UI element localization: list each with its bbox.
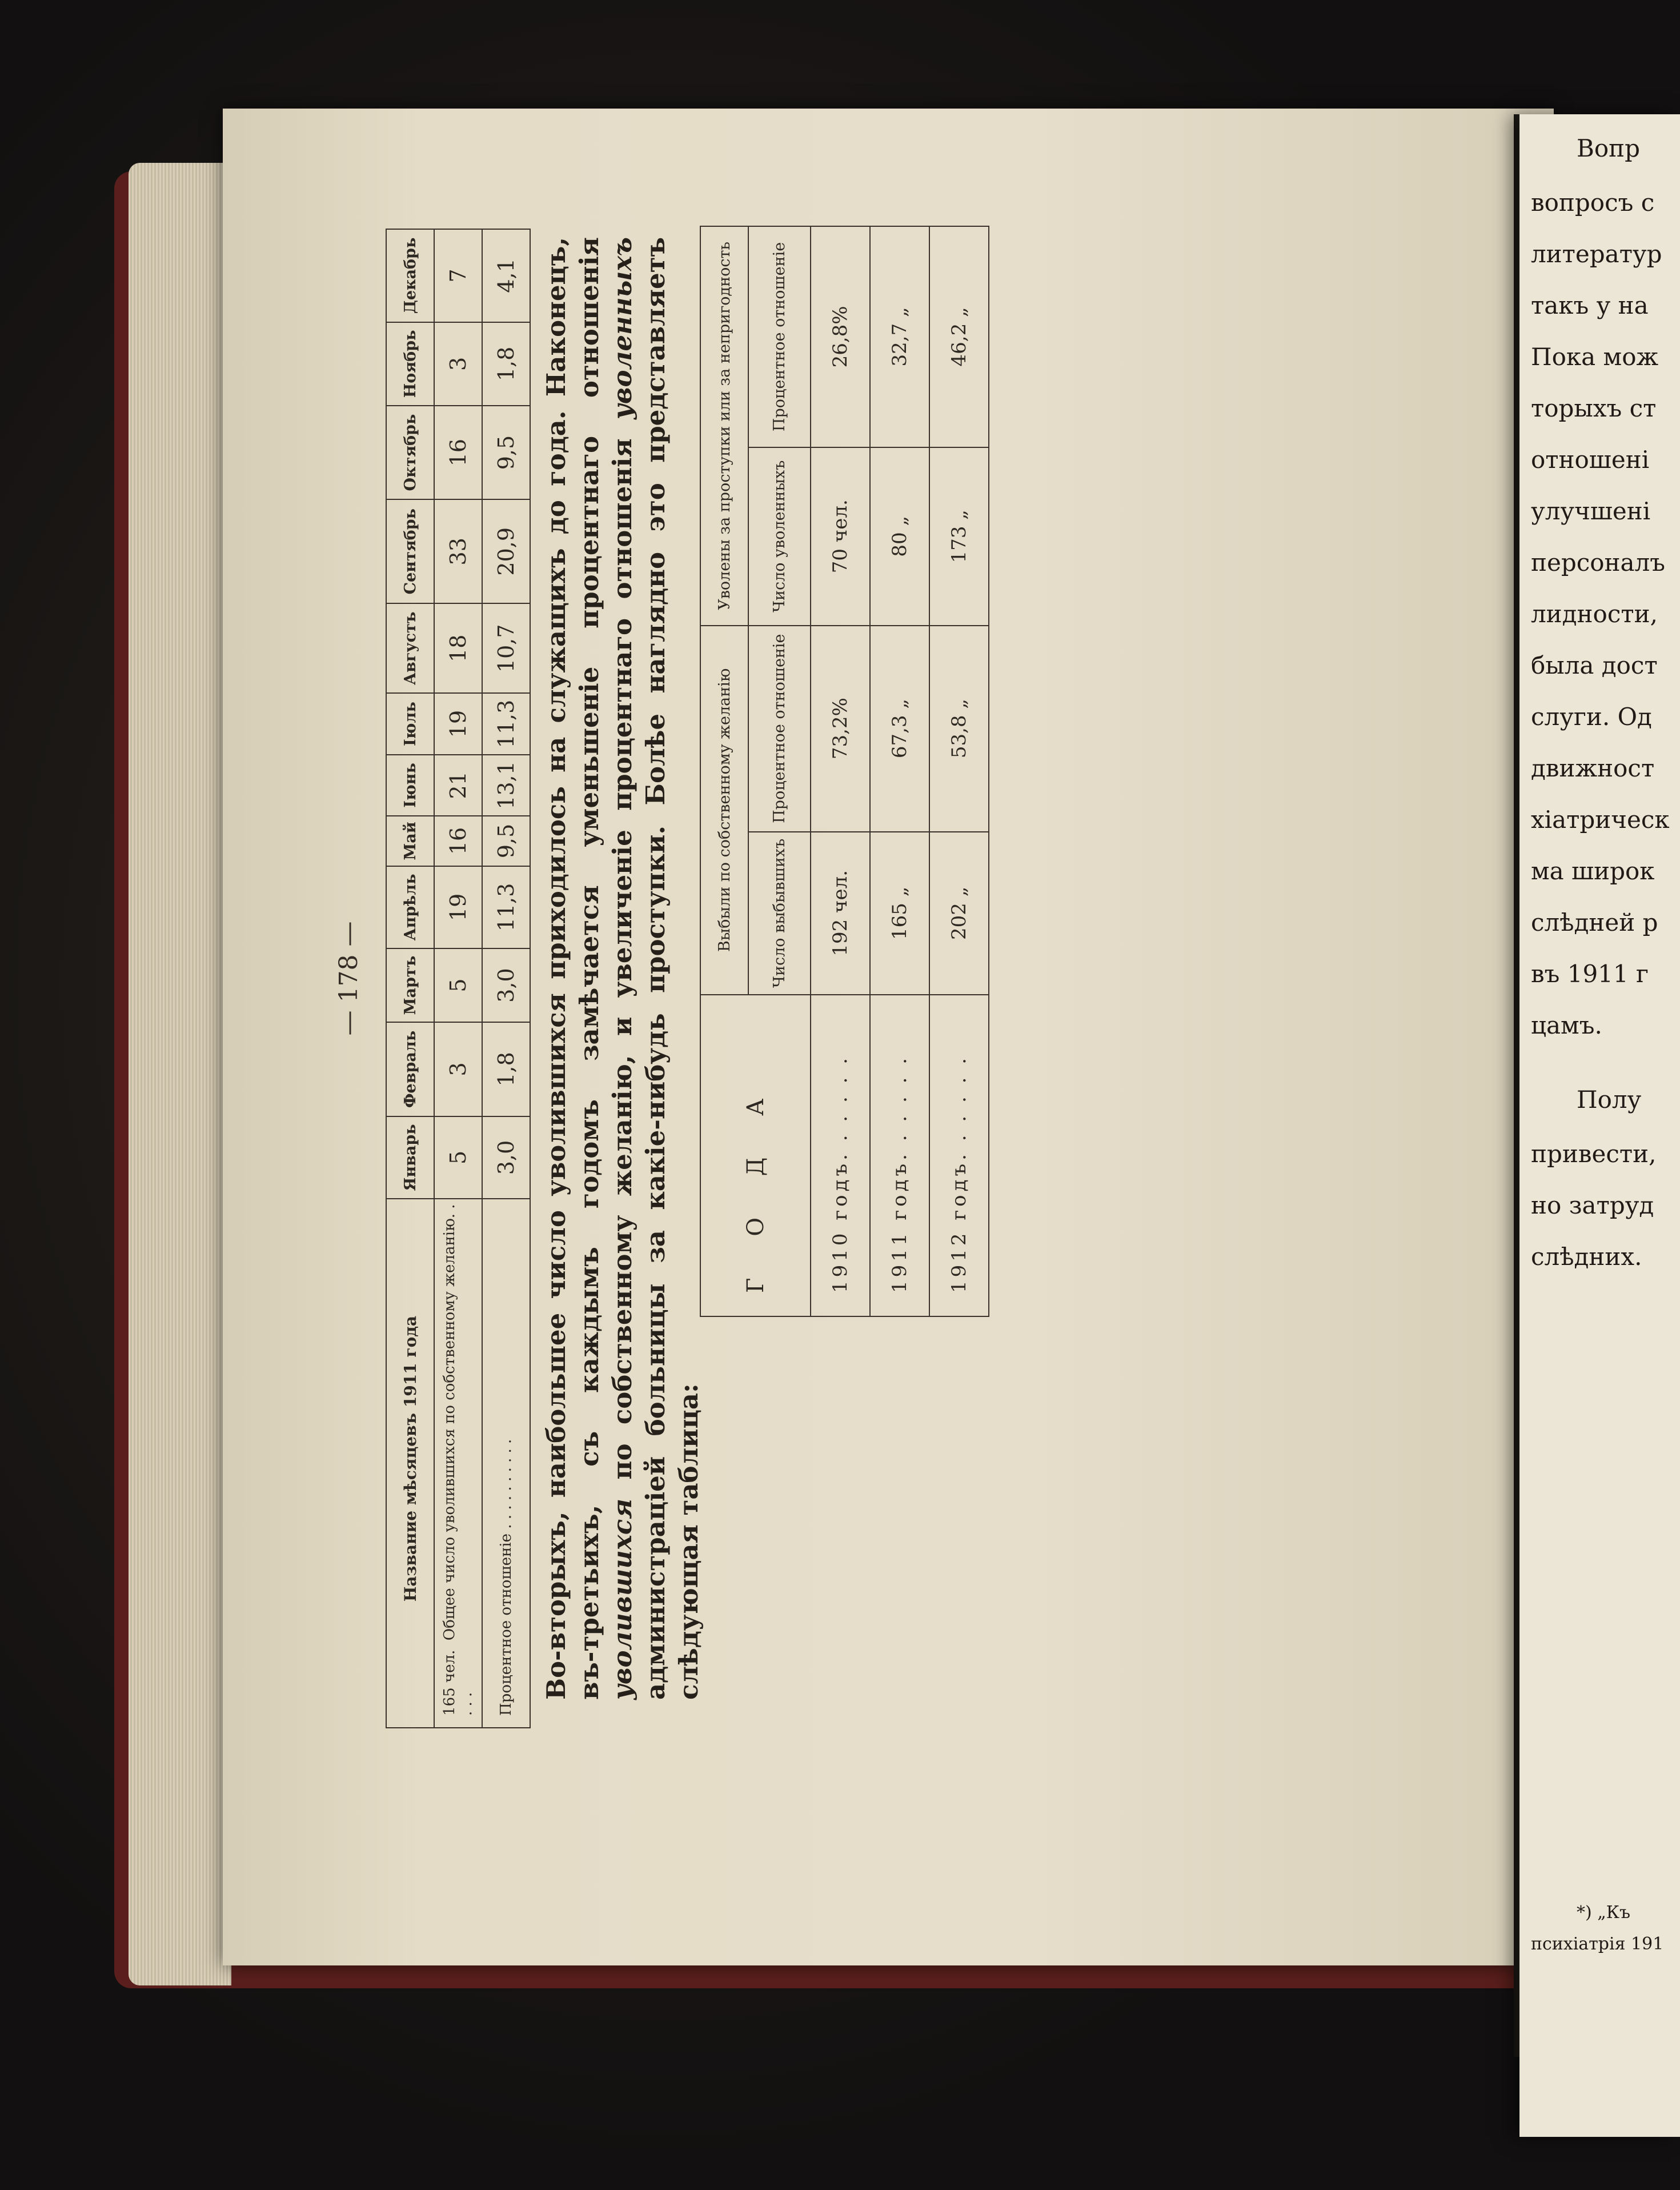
right-page-footnote: *) „Къ <box>1577 1903 1631 1923</box>
paragraph-text: администраціей больницы за какіе-нибудь проступки. Болѣе наглядно это представляетъ слѣдующая таблица: <box>640 237 704 1700</box>
year-cell: 1910 годъ. . . . . . <box>811 995 870 1316</box>
paragraph-italic: уволенныхъ <box>607 237 637 419</box>
row1-unit: 165 чел. <box>441 1649 458 1716</box>
count-cell: 21 <box>434 755 482 816</box>
percent-cell: 9,5 <box>482 816 530 866</box>
table-cell: 26,8% <box>811 226 870 447</box>
right-page-line: слѣдней р <box>1531 908 1658 936</box>
percent-cell: 9,5 <box>482 406 530 499</box>
month-header: Февраль <box>386 1022 434 1116</box>
count-cell: 3 <box>434 322 482 406</box>
count-cell: 19 <box>434 693 482 754</box>
rotated-page-content <box>334 229 1471 1728</box>
count-cell: 33 <box>434 499 482 603</box>
yearly-comparison-table <box>700 226 989 1317</box>
percent-cell: 11,3 <box>482 693 530 754</box>
month-header: Мартъ <box>386 948 434 1022</box>
month-header: Іюнь <box>386 755 434 816</box>
table-cell: 46,2 „ <box>929 226 989 447</box>
count-cell: 16 <box>434 406 482 499</box>
month-header: Августъ <box>386 603 434 693</box>
subheader: Число выбывшихъ <box>748 832 811 995</box>
table-row <box>870 226 929 1316</box>
percent-cell: 10,7 <box>482 603 530 693</box>
right-page-line: привести, <box>1531 1140 1657 1168</box>
table-row <box>929 226 989 1316</box>
percent-cell: 3,0 <box>482 948 530 1022</box>
table-title: Название мѣсяцевъ 1911 года <box>386 1199 434 1728</box>
year-column-header: Г О Д А <box>700 995 811 1316</box>
month-header: Январь <box>386 1116 434 1199</box>
row1-label: Общее число уволившихся по собственному желанію. . . . . <box>441 1204 475 1716</box>
table-row <box>482 229 530 1728</box>
right-page-line: слѣдних. <box>1531 1243 1642 1271</box>
table-cell: 80 „ <box>870 447 929 626</box>
month-header: Октябрь <box>386 406 434 499</box>
right-page-line: но затруд <box>1531 1191 1654 1219</box>
table-cell: 67,3 „ <box>870 626 929 832</box>
month-header: Апрѣль <box>386 866 434 948</box>
count-cell: 5 <box>434 948 482 1022</box>
right-page-line: отношені <box>1531 446 1650 474</box>
count-cell: 18 <box>434 603 482 693</box>
right-page-line: торыхъ ст <box>1531 394 1657 422</box>
page-edges <box>129 163 231 1985</box>
paragraph-text: по собственному желанію, и увеличеніе процентнаго отношенія <box>607 419 637 1499</box>
table-cell: 202 „ <box>929 832 989 995</box>
subheader: Процентное отношеніе <box>748 226 811 447</box>
percent-cell: 13,1 <box>482 755 530 816</box>
year-cell: 1912 годъ. . . . . . <box>929 995 989 1316</box>
right-page-line: цамъ. <box>1531 1011 1602 1039</box>
table-cell: 70 чел. <box>811 447 870 626</box>
month-header: Сентябрь <box>386 499 434 603</box>
percent-cell: 1,8 <box>482 1022 530 1116</box>
right-page-line: слуги. Од <box>1531 703 1652 731</box>
right-page-line: персоналъ <box>1531 548 1665 576</box>
month-header: Іюль <box>386 693 434 754</box>
month-header: Май <box>386 816 434 866</box>
table-header-row <box>700 226 748 1316</box>
table-cell: 173 „ <box>929 447 989 626</box>
count-cell: 19 <box>434 866 482 948</box>
row-label <box>434 1199 482 1728</box>
percent-cell: 1,8 <box>482 322 530 406</box>
group-header-fired: Уволены за проступки или за непригодность <box>700 226 748 626</box>
table-row <box>811 226 870 1316</box>
group-header-left: Выбыли по собственному желанію <box>700 626 748 995</box>
right-page-line: Вопр <box>1577 134 1641 162</box>
body-paragraph <box>540 237 705 1700</box>
right-page-line: была дост <box>1531 651 1658 679</box>
right-page-line: въ 1911 г <box>1531 960 1649 988</box>
paragraph-text: Во-вторыхъ, наибольшее число уволившихся приходилось на служащихъ до года. Наконецъ, въ-третьихъ, съ каждымъ годомъ замѣчается уменьшеніе процентнаго отношенія <box>541 237 604 1700</box>
subheader: Процентное отношеніе <box>748 626 811 832</box>
month-header: Декабрь <box>386 229 434 322</box>
percent-cell: 3,0 <box>482 1116 530 1199</box>
year-cell: 1911 годъ. . . . . . <box>870 995 929 1316</box>
right-page-line: литератур <box>1531 240 1662 268</box>
table-cell: 53,8 „ <box>929 626 989 832</box>
percent-cell: 4,1 <box>482 229 530 322</box>
right-page-line: улучшені <box>1531 497 1651 525</box>
table-cell: 192 чел. <box>811 832 870 995</box>
right-page-line: такъ у на <box>1531 291 1649 319</box>
table-header-row <box>386 229 434 1728</box>
right-page-line: Полу <box>1577 1086 1642 1114</box>
count-cell: 3 <box>434 1022 482 1116</box>
right-page-line: хіатрическ <box>1531 806 1670 834</box>
right-page-line: вопросъ с <box>1531 189 1655 217</box>
count-cell: 5 <box>434 1116 482 1199</box>
table-cell: 32,7 „ <box>870 226 929 447</box>
table-row <box>434 229 482 1728</box>
count-cell: 7 <box>434 229 482 322</box>
page-number: — 178 — <box>334 921 363 1036</box>
subheader: Число уволенныхъ <box>748 447 811 626</box>
right-page-line: лидности, <box>1531 600 1658 628</box>
right-page-line: Пока мож <box>1531 343 1659 371</box>
right-page-footnote: психіатрія 191 <box>1531 1934 1664 1954</box>
right-page-line: движност <box>1531 754 1655 782</box>
paragraph-italic: уволившихся <box>607 1498 637 1700</box>
month-header: Ноябрь <box>386 322 434 406</box>
right-page-line: ма широк <box>1531 857 1655 885</box>
row2-label: Процентное отношеніе . . . . . . . . . . <box>482 1199 530 1728</box>
table-cell: 73,2% <box>811 626 870 832</box>
count-cell: 16 <box>434 816 482 866</box>
table-cell: 165 „ <box>870 832 929 995</box>
monthly-dismissals-table <box>386 229 531 1728</box>
percent-cell: 11,3 <box>482 866 530 948</box>
percent-cell: 20,9 <box>482 499 530 603</box>
